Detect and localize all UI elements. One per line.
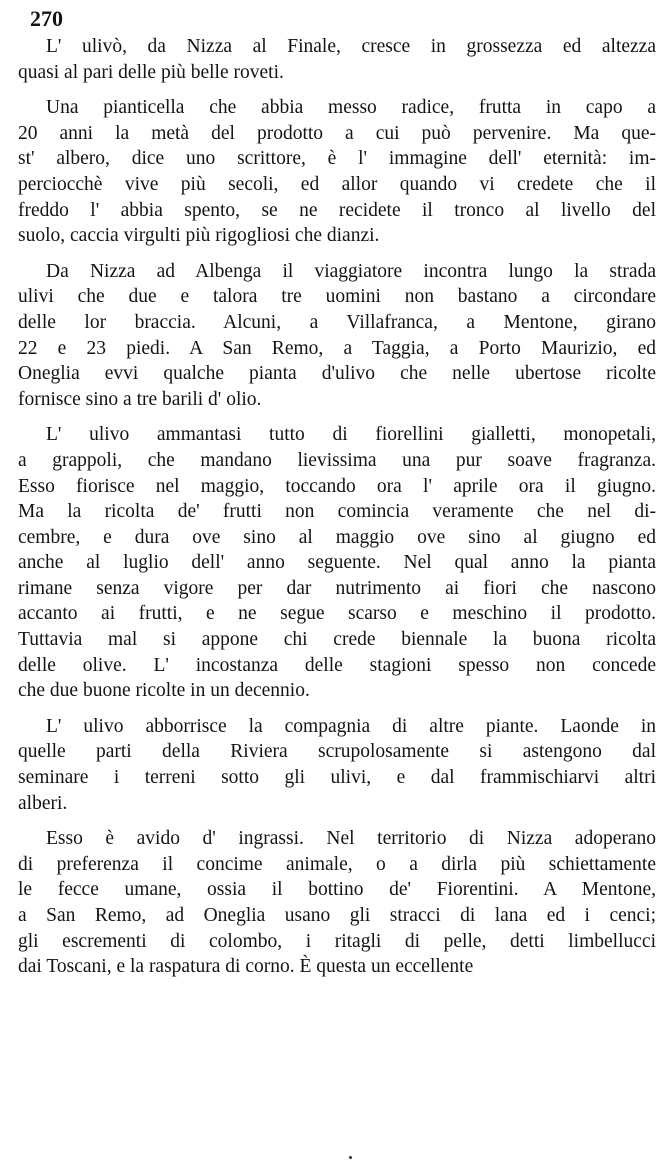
text-line: 20 anni la metà del prodotto a cui può pervenire. Ma que- [18, 122, 656, 144]
text-body [18, 34, 656, 980]
text-line: anche al luglio dell' anno seguente. Nel qual anno la pianta [18, 552, 656, 574]
text-line: Una pianticella che abbia messo radice, frutta in capo a [46, 97, 656, 119]
text-line: accanto ai frutti, e ne segue scarso e meschino il prodotto. [18, 603, 656, 625]
text-line: quasi al pari delle più belle roveti. [18, 61, 284, 83]
text-line: 22 e 23 piedi. A San Remo, a Taggia, a Porto Maurizio, ed [18, 337, 656, 359]
text-line: rimane senza vigore per dar nutrimento ai fiori che nascono [18, 577, 656, 599]
text-line: fornisce sino a tre barili d' olio. [18, 388, 262, 410]
paragraph-gap [18, 816, 656, 826]
paragraph-gap [18, 704, 656, 714]
text-line: Esso fiorisce nel maggio, toccando ora l' aprile ora il giugno. [18, 475, 656, 497]
paragraph-gap [18, 85, 656, 95]
text-line: dai Toscani, e la raspatura di corno. È questa un eccellente [18, 956, 474, 978]
text-line: di preferenza il concime animale, o a dirla più schiettamente [18, 853, 656, 875]
text-line: L' ulivo ammantasi tutto di fiorellini gialletti, monopetali, [46, 424, 656, 446]
paragraph-gap [18, 249, 656, 259]
text-line: seminare i terreni sotto gli ulivi, e dal frammischiarvi altri [18, 767, 656, 789]
text-line: gli escrementi di colombo, i ritagli di pelle, detti limbellucci [18, 930, 656, 952]
text-line: Ma la ricolta de' frutti non comincia veramente che nel di- [18, 501, 656, 523]
text-line: ulivi che due e talora tre uomini non bastano a circondare [18, 286, 656, 308]
text-line: a San Remo, ad Oneglia usano gli stracci di lana ed i cenci; [18, 905, 656, 926]
paragraph [18, 714, 656, 816]
text-line: Esso è avido d' ingrassi. Nel territorio di Nizza adoperano [46, 828, 656, 850]
text-line: perciocchè vive più secoli, ed allor quando vi credete che il [18, 173, 656, 195]
paragraph [18, 826, 656, 980]
text-line: Tuttavia mal si appone chi crede biennale la buona ricolta [18, 629, 656, 651]
paragraph [18, 422, 656, 704]
paragraph-gap [18, 412, 656, 422]
text-line: cembre, e dura ove sino al maggio ove sino al giugno ed [18, 526, 656, 548]
print-speck [349, 1156, 352, 1159]
text-line: L' ulivo abborrisce la compagnia di altre piante. Laonde in [46, 715, 656, 737]
text-line: st' albero, dice uno scrittore, è l' immagine dell' eternità: im- [18, 148, 656, 170]
text-line: alberi. [18, 792, 68, 814]
text-line: Da Nizza ad Albenga il viaggiatore incontra lungo la strada [46, 260, 656, 282]
text-line: quelle parti della Riviera scrupolosamente si astengono dal [18, 741, 656, 763]
text-line: delle lor braccia. Alcuni, a Villafranca, a Mentone, girano [18, 311, 656, 333]
text-line: a grappoli, che mandano lievissima una pur soave fragranza. [18, 449, 656, 471]
text-line: le fecce umane, ossia il bottino de' Fiorentini. A Mentone, [18, 879, 656, 901]
text-line: che due buone ricolte in un decennio. [18, 680, 310, 702]
page-number: 270 [30, 6, 63, 31]
text-line: freddo l' abbia spento, se ne recidete il tronco al livello del [18, 199, 656, 221]
text-line: delle olive. L' incostanza delle stagioni spesso non concede [18, 654, 656, 676]
text-line: Oneglia evvi qualche pianta d'ulivo che nelle ubertose ricolte [18, 363, 656, 385]
paragraph [18, 95, 656, 249]
text-line: suolo, caccia virgulti più rigogliosi che dianzi. [18, 225, 380, 247]
paragraph [18, 34, 656, 85]
text-line: L' ulivò, da Nizza al Finale, cresce in grossezza ed altezza [46, 36, 656, 57]
paragraph [18, 259, 656, 413]
